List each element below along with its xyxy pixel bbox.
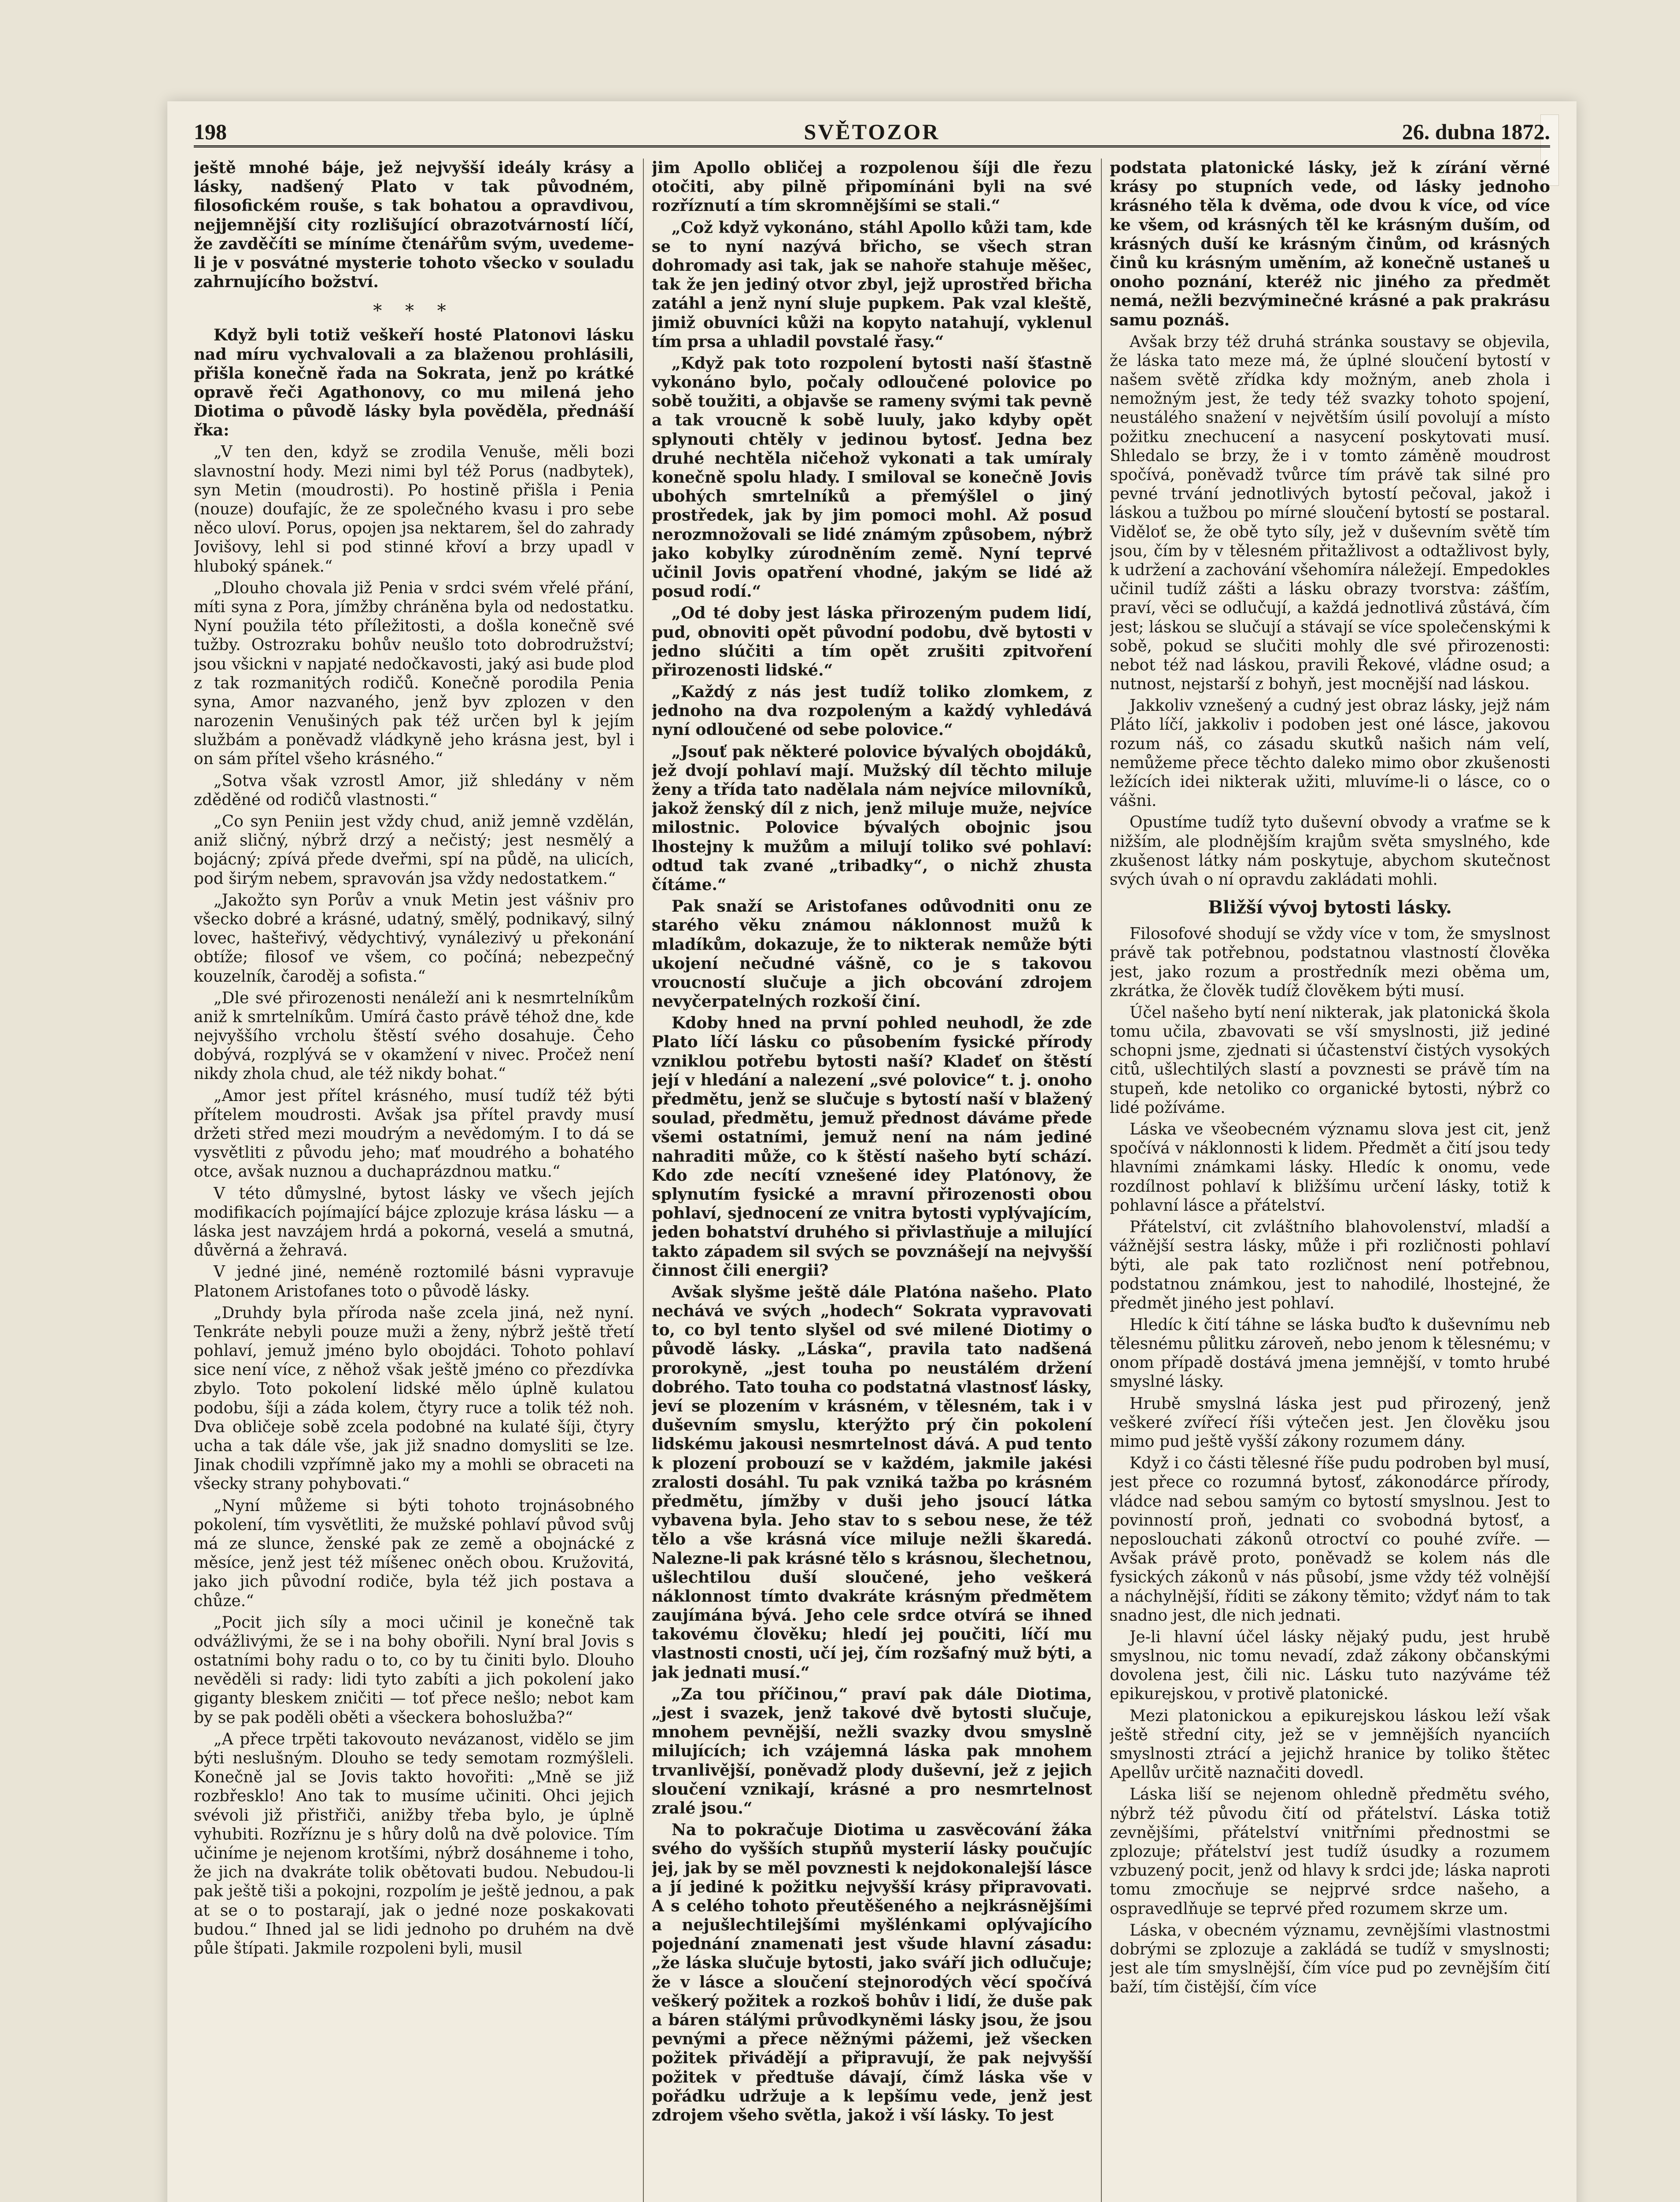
paragraph: „Od té doby jest láska přirozeným pudem lidí, pud, obnoviti opět původní podobu, dvě bytosti v jedno slúčiti a tím opět zrušiti zpitvoření přirozenosti lidské.“	[652, 604, 1092, 680]
paragraph: V této důmyslné, bytost lásky ve všech jejích modifikacích pojímající bájce zplozuje krása lásku — a láska jest navzájem hrdá a pokorná, veselá a smutná, důvěrná a žehravá.	[194, 1184, 634, 1260]
paragraph: Účel našeho bytí není nikterak, jak platonická škola tomu učila, zbavovati se vší smyslnosti, již jediné schopni jsme, zjednati si účastenství čistých vysokých citů, ušlechtilých slastí a povznesti se právě tím na stupeň, kde netoliko co organické bytosti, nýbrž co lidé požíváme.	[1110, 1003, 1550, 1117]
paragraph: Jakkoliv vznešený a cudný jest obraz lásky, jejž nám Pláto líčí, jakkoliv i podoben jest oné lásce, jakovou rozum náš, co zásadu skutků našich nám velí, nemůžeme přece těchto daleko mimo obor zkušenosti ležících idei nikterak užiti, mluvíme-li o lásce, co o vášni.	[1110, 697, 1550, 810]
paragraph: V jedné jiné, neméně roztomilé básni vypravuje Platonem Aristofanes toto o původě lásky.	[194, 1263, 634, 1301]
column-1	[194, 159, 634, 2202]
paragraph: „Co syn Peniin jest vždy chud, aniž jemně vzdělán, aniž sličný, nýbrž drzý a nečistý; jest nesmělý a bojácný; zpívá přede dveřmi, spí na půdě, na ulicích, pod širým nebem, spravován jsa vždy nedostatkem.“	[194, 813, 634, 888]
paragraph: Je-li hlavní účel lásky nějaký pudu, jest hrubě smyslnou, nic tomu nevadí, zdaž zákony občanskými dovolena jest, čili nic. Lásku tuto nazýváme též epikurejskou, v protivě platonické.	[1110, 1628, 1550, 1703]
paragraph: Když i co části tělesné říše pudu podroben byl musí, jest přece co rozumná bytosť, zákonodárce přírody, vládce nad sebou samým co bytostí smyslnou. Jest to povinností proň, jednati co svobodná bytosť, a neposlouchati zákonů otroctví co pouhé zvíře. — Avšak právě proto, poněvadž se kolem nás dle fysických zákonů v nás působí, jsme vždy též volnější a náchylnější, říditi se zákony těmito; vždyť nám to tak snadno jest, dle nich jednati.	[1110, 1454, 1550, 1625]
paragraph: „Jakožto syn Porův a vnuk Metin jest vášniv pro všecko dobré a krásné, udatný, smělý, podnikavý, silný lovec, hašteřivý, vědychtivý, vynálezivý u překonání obtíže; filosof ve všem, co počíná; nebezpečný kouzelník, čaroděj a sofista.“	[194, 891, 634, 986]
paragraph: ještě mnohé báje, jež nejvyšší ideály krásy a lásky, nadšený Plato v tak původném, filosofickém rouše, s tak bohatou a opravdivou, nejjemnější city rozlišující obrazotvárností líčí, že zavděčíti se míníme čtenářům svým, uvedeme-li je v posvátné mysterie tohoto všecko v souladu zahrnujícího božství.	[194, 159, 634, 292]
paragraph: Hledíc k čití táhne se láska buďto k duševnímu neb tělesnému půlitku zároveň, nebo jenom k tělesnému; v onom případě dostává jmena jemnější, v tomto hrubé smyslné lásky.	[1110, 1315, 1550, 1391]
page-header	[194, 115, 1550, 150]
paragraph: „Druhdy byla příroda naše zcela jiná, než nyní. Tenkráte nebyli pouze muži a ženy, nýbrž ještě třetí pohlaví, jemuž jméno bylo obojdáci. Tohoto pohlaví sice není více, z něhož však ještě jméno co přezdívka zbylo. Toto pokolení lidské mělo úplně kulatou podobu, šíji a záda kolem, čtyry ruce a tolik též noh. Dva obličeje sobě zcela podobné na kulaté šíji, čtyry ucha a tak dále vše, jak již snadno domysliti se lze. Jinak chodili vzpřímně jako my a mohli se obraceti na všecky strany pohybovati.“	[194, 1304, 634, 1493]
section-heading: Bližší vývoj bytosti lásky.	[1208, 897, 1452, 918]
paragraph: Láska ve všeobecném významu slova jest cit, jenž spočívá v náklonnosti k lidem. Předmět a čití jsou tedy hlavními známkami lásky. Hledíc k onomu, vede rozdílnost pohlaví k bližšímu určení lásky, totiž k pohlavní lásce a přátelství.	[1110, 1120, 1550, 1215]
column-3	[1110, 159, 1550, 2202]
paragraph: Na to pokračuje Diotima u zasvěcování žáka svého do vyšších stupňů mysterií lásky poučujíc jej, jak by se měl povznesti k nejdokonalejší lásce a jí jediné k požitku nejvyšší krásy připravovati. A s celého tohoto přeutěšeného a nejkrásnějšími a nejušlechtilejšími myšlénkami oplývajícího pojednání znamenati jest všude hlavní zásadu: „že láska slučuje bytosti, jako sváří jich odlučuje; že v lásce a sloučení stejnorodých věcí spočívá veškerý požitek a rozkoš bohův i lidí, že duše pak a báren stálými průvodkyněmi lásky jsou, že jsou pevnými a přece něžnými pážemi, jež všecken požitek přivádějí a připravují, že pak nejvyšší požitek v předtuše dávají, čímž láska vše v pořádku udržuje a k lepšímu vede, jenž jest zdrojem všeho světla, jakož i vší lásky. To jest	[652, 1821, 1092, 2124]
paragraph: jim Apollo obličej a rozpolenou šíji dle řezu otočiti, aby pilně připomínáni byli na své rozříznutí a tím skromnějšími se stali.“	[652, 159, 1092, 215]
paragraph: Avšak brzy též druhá stránka soustavy se objevila, že láska tato meze má, že úplné sloučení bytostí v našem světě zřídka kdy možným, aneb zhola i nemožným jest, že tedy též svazky tohoto spojení, neustálého snažení v největším úsilí povolují a místo požitku znechucení a nasycení poskytovati musí. Shledalo se brzy, že i v tomto záměně moudrost spočívá, poněvadž tvůrce tím právě tak silné pro pevné trvání jednotlivých bytostí pečoval, jakož i láskou a tužbou po mírné sloučení bytostí se postaral. Viděloť se, že obě tyto síly, jež v duševním světě tím jsou, čím by v tělesném přitažlivost a odtažlivost byly, k udržení a zachování všehomíra náležejí. Empedokles učinil tudíž zášti a lásku obrazy tvorstva: zášťím, praví, věci se odlučují, a každá jednotlivá zůstává, čím jest; láskou se slučují a stávají se více společenskými k sobě, pokud se slučiti mohly dle své přirozenosti: nebot též nad láskou, pravili Řekové, vládne osud; a nutnost, nejstarší z bohyň, jest mocnější nad láskou.	[1110, 333, 1550, 694]
issue-date: 26. dubna 1872.	[1402, 119, 1550, 144]
paragraph: Hrubě smyslná láska jest pud přirozený, jenž veškeré zvířecí říši výtečen jest. Jen člověku jsou mimo pud ještě vyšší zákony rozumem dány.	[1110, 1394, 1550, 1451]
paragraph: Láska, v obecném významu, zevnějšími vlastnostmi dobrými se zplozuje a zakládá se tudíž v smyslnosti; jest ale tím smyslnější, čím více pud po zevnějším čití baží, tím čistější, čím více	[1110, 1921, 1550, 1997]
page-number: 198	[194, 119, 227, 144]
paragraph: Opustíme tudíž tyto duševní obvody a vraťme se k nižším, ale plodnějším krajům světa smyslného, kde zkušenost látky nám poskytuje, abychom skutečnost svých úvah o ní opravdu zakládati mohli.	[1110, 813, 1550, 889]
paragraph: „Dlouho chovala již Penia v srdci svém vřelé přání, míti syna z Pora, jímžby chráněna byla od nedostatku. Nyní použila této příležitosti, a došla konečně své tužby. Ostrozraku bohův neušlo toto dobrodružství; jsou všickni v napjaté nedočkavosti, jaký asi bude plod z tak rozmanitých rodičů. Konečně porodila Penia syna, Amor nazvaného, jenž byv zplozen v den narozenin Venušiných pak též určen byl k jejím službám a poněvadž vládkyně jeho krásna jest, byl i on sám přítel všeho krásného.“	[194, 579, 634, 768]
paragraph: „Každý z nás jest tudíž toliko zlomkem, z jednoho na dva rozpoleným a každý vyhledává nyní odloučené od sebe polovice.“	[652, 683, 1092, 739]
paragraph: Kdoby hned na první pohled neuhodl, že zde Plato líčí lásku co působením fysické přírody vzniklou potřebu bytosti naší? Kladeť on štěstí její v hledání a nalezení „své polovice“ t. j. onoho předmětu, jenž se slučuje s bytostí naší v blažený soulad, předmětu, jemuž přednost dáváme přede všemi ostatními, jemuž není na nám jediné nahraditi může, co k štěstí našeho bytí schází. Kdo zde necítí vznešené idey Platónovy, že splynutím fysické a mravní přirozenosti obou pohlaví, sjednocení ze vnitra bytosti vyplývajícím, jeden bohatství druhého si přivlastňuje a milující takto západem sil svých se povznášejí na nejvyšší činnost čili energii?	[652, 1014, 1092, 1280]
paragraph: „A přece trpěti takovouto nevázanost, vidělo se jim býti neslušným. Dlouho se tedy semotam rozmýšleli. Konečně jal se Jovis takto hovořiti: „Mně se již rozbřesklo! Ano tak to musíme učiniti. Ohci jejich svévoli již přistřiči, anižby třeba bylo, je úplně vyhubiti. Rozříznu je s hůry dolů na dvě polovice. Tím učiníme je nejenom krotšími, nýbrž dosáhneme i toho, že jich na dvakráte tolik obětovati budou. Nebudou-li pak ještě tiši a pokojni, rozpolím je ještě jednou, a pak at se o to postarají, jak o jedné noze poskakovati budou.“ Ihned jal se lidi jednoho po druhém na dvě půle štípati. Jakmile rozpoleni byli, musil	[194, 1730, 634, 1958]
columns	[194, 159, 1550, 2202]
paragraph: Filosofové shodují se vždy více v tom, že smyslnost právě tak potřebnou, podstatnou vlastností člověka jest, jako rozum a prostředník mezi oběma um, zkrátka, že člověk tudíž člověkem býti musí.	[1110, 925, 1550, 1000]
paragraph: „Když pak toto rozpolení bytosti naší šťastně vykonáno bylo, počaly odloučené polovice po sobě toužiti, a objavše se rameny svými tak pevně a tak vroucně k sobě luuly, jako kdyby opět splynouti chtěly v jedinou bytosť. Jedna bez druhé nechtěla ničehož vykonati a tak umíraly konečně spolu hlady. I smiloval se konečně Jovis ubohých smrtelníků a přemýšlel o jiný prostředek, jak by jim pomoci mohl. Až posud nerozmnožovali se lidé známým způsobem, nýbrž jako kobylky zúrodněním země. Nyní teprvé učinil Jovis opatření vhodné, jakým se lidé až posud rodí.“	[652, 354, 1092, 601]
paragraph: Přátelství, cit zvláštního blahovolenství, mladší a vážnější sestra lásky, může i při rozličnosti pohlaví býti, ale pak tato rozličnost není potřebnou, podstatnou známkou, jest to nahodilé, lhostejné, že předmět jiného jest pohlaví.	[1110, 1218, 1550, 1312]
paragraph: „Dle své přirozenosti nenáleží ani k nesmrtelníkům aniž k smrtelníkům. Umírá často právě téhož dne, kde nejvyššího vrcholu štěstí svého dosahuje. Čeho dobývá, rozplývá se v okamžení v nivec. Pročež není nikdy zhola chud, ale též nikdy bohat.“	[194, 989, 634, 1083]
paragraph: Mezi platonickou a epikurejskou láskou leží však ještě střední city, jež se v jemnějších nyanciích smyslnosti ztrácí a jejichž hranice by toliko štětec Apellův určitě naznačiti dovedl.	[1110, 1707, 1550, 1782]
paragraph: podstata platonické lásky, jež k zírání věrné krásy po stupních vede, od lásky jednoho krásného těla k dvěma, ode dvou k více, od více ke všem, od krásných těl ke krásným duším, od krásných duší ke krásným činům, od krásných činů ku krásným uměním, až konečně ustaneš u onoho poznání, kteréž nic jiného za předmět nemá, nežli bezvýminečné krásné a pak prakrásu samu poznáš.	[1110, 159, 1550, 329]
paragraph: „Nyní můžeme si býti tohoto trojnásobného pokolení, tím vysvětliti, že mužské pohlaví původ svůj má ze slunce, ženské pak ze země a obojnácké z měsíce, jenž jest též míšenec oněch obou. Kružovitá, jako jich původní rodiče, byla též jich postava a chůze.“	[194, 1496, 634, 1610]
newspaper-page	[167, 101, 1577, 2202]
masthead-title: SVĚTOZOR	[804, 119, 940, 144]
paragraph: Láska liší se nejenom ohledně předmětu svého, nýbrž též původu čití od přátelství. Láska totiž zevnějšími, přátelství vnitřními přednostmi se zplozuje; přátelství jest tudíž úsudky a rozumem vzbuzený pocit, jenž od hlavy k srdci jde; láska naproti tomu zmocňuje se nejprvé srdce našeho, a ospravedlňuje se teprvé před rozumem skrze um.	[1110, 1785, 1550, 1918]
header-rule	[194, 145, 1550, 148]
paragraph: „Jsouť pak některé polovice bývalých obojdáků, jež dvojí pohlaví mají. Mužský díl těchto miluje ženy a třída tato nadělala nám nejvíce milovníků, jakož ženský díl z nich, jenž miluje muže, nejvíce milostnic. Polovice bývalých obojnic jsou lhostejny k mužům a milují toliko své pohlaví: odtud tak zvané „tribadky“, o nichž zhusta čítáme.“	[652, 742, 1092, 894]
paragraph: „Pocit jich síly a moci učinil je konečně tak odvážlivými, že se i na bohy obořili. Nyní bral Jovis s ostatními bohy radu o to, co by tu činiti bylo. Dlouho nevěděli si rady: lidi tyto zabíti a jich pokolení jako giganty bleskem zničiti — toť přece nešlo; nebot kam by se pak poděli oběti a všeckera bohoslužba?“	[194, 1613, 634, 1727]
paragraph: „Sotva však vzrostl Amor, již shledány v něm zděděné od rodičů vlastnosti.“	[194, 772, 634, 809]
paragraph: Pak snaží se Aristofanes odůvodniti onu ze starého věku známou náklonnost mužů k mladíkům, dokazuje, že to nikterak nemůže býti ukojení nečudné vášně, co je s takovou vroucností slučuje a jich obcování zdrojem nevyčerpatelných rozkoší činí.	[652, 897, 1092, 1011]
paragraph: „Což když vykonáno, stáhl Apollo kůži tam, kde se to nyní nazývá břicho, se všech stran dohromady asi tak, jak se nahoře stahuje měšec, tak že jen jediný otvor zbyl, jejž uprostřed břicha zatáhl a jenž nyní sluje pupkem. Pak vzal kleště, jimiž obuvníci kůži na kopyto natahují, vyklenul tím prsa a uhladil povstalé řasy.“	[652, 218, 1092, 351]
paragraph: „V ten den, když se zrodila Venuše, měli bozi slavnostní hody. Mezi nimi byl též Porus (nadbytek), syn Metin (moudrosti). Po hostině přišla i Penia (nouze) doufajíc, že ze společného kvasu i pro sebe něco uloví. Porus, opojen jsa nektarem, šel do zahrady Jovišovy, lehl si pod stinné křoví a brzy upadl v hluboký spánek.“	[194, 443, 634, 576]
paragraph: „Za tou příčinou,“ praví pak dále Diotima, „jest i svazek, jenž takové dvě bytosti slučuje, mnohem pevnější, nežli svazky dvou smyslně milujících; ich vzájemná láska pak mnohem trvanlivější, poněvadž plody duševní, jež z jejich sloučení vznikají, krásné a pro nesmrtelnost zralé jsou.“	[652, 1685, 1092, 1818]
paragraph: „Amor jest přítel krásného, musí tudíž též býti přítelem moudrosti. Avšak jsa přítel pravdy musí držeti střed mezi moudrým a nevědomým. I to dá se vysvětliti z původu jeho; mať moudrého a bohatého otce, avšak nuznou a duchaprázdnou matku.“	[194, 1086, 634, 1181]
paragraph: Když byli totiž veškeří hosté Platonovi lásku nad míru vychvalovali a za blaženou prohlásili, přišla konečně řada na Sokrata, jenž po krátké opravě řeči Agathonovy, co mu milená jeho Diotima o původě lásky byla pověděla, přednáší řka:	[194, 326, 634, 440]
column-2	[652, 159, 1092, 2202]
section-ornament: * * *	[373, 301, 455, 321]
paragraph: Avšak slyšme ještě dále Platóna našeho. Plato nechává ve svých „hodech“ Sokrata vypravovati to, co byl tento slyšel od své milené Diotimy o původě lásky. „Láska“, pravila tato nadšená prorokyně, „jest touha po neustálém držení dobrého. Tato touha co podstatná vlastnosť lásky, jeví se plozením v krásném, v tělesném, tak i v duševním smyslu, kterýžto prý čin pokolení lidskému jakousi nesmrtelnost dává. A pud tento k plození probouzí se v každém, jakmile jakési zralosti dosáhl. Tu pak vzniká tažba po krásném předmětu, jímžby v duši jeho jsoucí látka vybavena byla. Jeho stav to s sebou nese, že též tělo a vše krásná více miluje nežli škaredá. Nalezne-li pak krásné tělo s krásnou, šlechetnou, ušlechtilou duší sloučené, jeho veškerá náklonnost tímto dvakráte krásným předmětem zaujímána bývá. Jeho cele srdce otvírá se ihned takovému člověku; hledí jej poučiti, líčí mu vlastnosti cnosti, učí jej, čím rozšafný muž býti, a jak jednati musí.“	[652, 1282, 1092, 1682]
